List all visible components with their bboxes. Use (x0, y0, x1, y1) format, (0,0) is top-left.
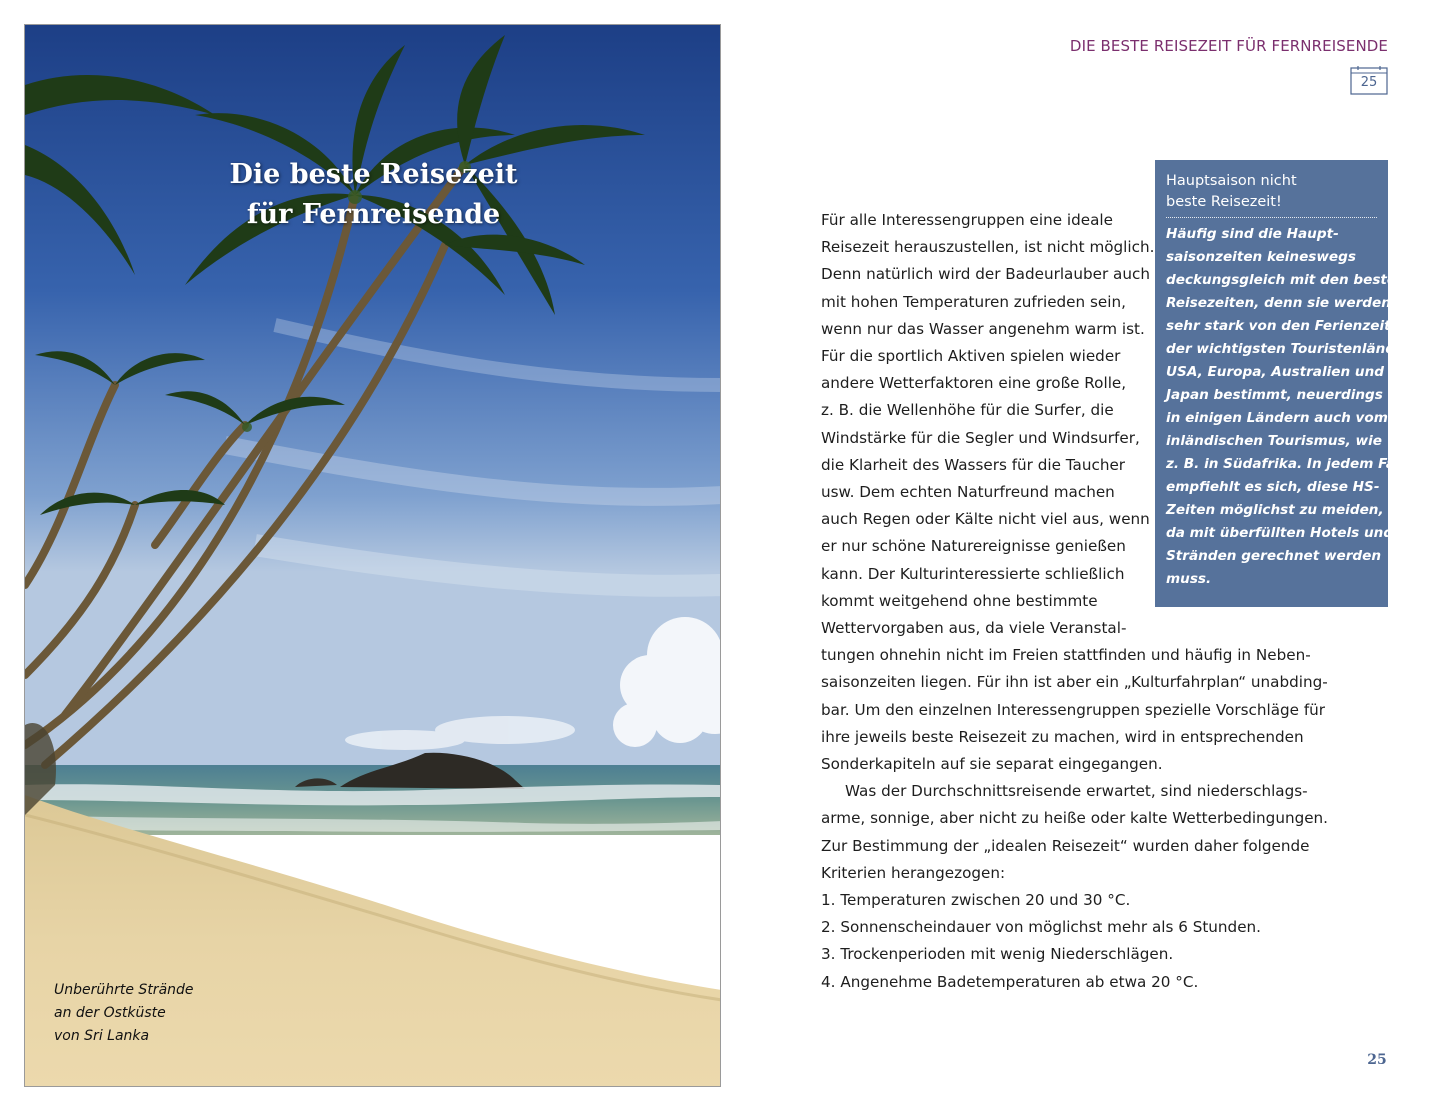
sidebar-line: USA, Europa, Australien und (1166, 364, 1385, 380)
running-header: DIE BESTE REISEZEIT FÜR FERNREISENDE (1069, 37, 1388, 55)
chapter-title-line-1: Die beste Reisezeit (229, 159, 518, 190)
body-line: wenn nur das Wasser angenehm warm ist. (821, 319, 1145, 338)
sidebar-line: Häufig sind die Haupt- (1166, 226, 1339, 242)
sidebar-line: Zeiten möglichst zu meiden, (1166, 502, 1384, 518)
criteria-item: 3. Trockenperioden mit wenig Niederschlägen. (821, 945, 1174, 964)
chapter-title (25, 155, 721, 235)
body-line: usw. Dem echten Naturfreund machen (821, 483, 1115, 502)
criteria-item: 2. Sonnenscheindauer von möglichst mehr als 6 Stunden. (821, 918, 1261, 937)
sidebar-line: deckungsgleich mit den besten (1166, 272, 1406, 288)
sidebar-line: inländischen Tourismus, wie (1166, 433, 1382, 449)
sidebar-line: sehr stark von den Ferienzeiten (1166, 318, 1410, 334)
sidebar-line: muss. (1166, 571, 1212, 587)
body-line: Kriterien herangezogen: (821, 863, 1006, 882)
sidebar-line: z. B. in Südafrika. In jedem Fall (1166, 456, 1405, 472)
criteria-item: 4. Angenehme Badetemperaturen ab etwa 20 °C. (821, 972, 1199, 991)
body-line: saisonzeiten liegen. Für ihn ist aber ein „Kulturfahrplan“ unabding- (821, 673, 1328, 692)
body-line: Wettervorgaben aus, da viele Veranstal- (821, 619, 1127, 638)
body-line: Für die sportlich Aktiven spielen wieder (821, 347, 1121, 366)
body-line: bar. Um den einzelnen Interessengruppen spezielle Vorschläge für (821, 700, 1326, 719)
sidebar-line: Reisezeiten, denn sie werden (1166, 295, 1391, 311)
body-line: auch Regen oder Kälte nicht viel aus, wenn (821, 510, 1150, 529)
page-number: 25 (1367, 1052, 1387, 1068)
info-sidebar-box (1155, 160, 1411, 607)
sidebar-line: Stränden gerechnet werden (1166, 548, 1382, 564)
caption-line-2: an der Ostküste (54, 1005, 166, 1021)
beach-photo (24, 24, 721, 1087)
sidebar-line: Japan bestimmt, neuerdings (1166, 387, 1383, 403)
body-line: z. B. die Wellenhöhe für die Surfer, die (821, 401, 1114, 420)
body-line: Denn natürlich wird der Badeurlauber auch (821, 265, 1150, 284)
sidebar-line: empfiehlt es sich, diese HS- (1166, 479, 1380, 495)
body-line: kann. Der Kulturinteressierte schließlich (821, 564, 1125, 583)
sidebar-heading (1166, 171, 1377, 218)
sidebar-heading-line: beste Reisezeit! (1166, 194, 1282, 210)
calendar-page-number: 25 (1360, 75, 1378, 90)
body-line: Für alle Interessengruppen eine ideale (821, 211, 1113, 229)
body-line: er nur schöne Naturereignisse genießen (821, 537, 1126, 556)
sidebar-heading-line: Hauptsaison nicht (1166, 173, 1297, 189)
body-line: Windstärke für die Segler und Windsurfer, (821, 428, 1140, 447)
body-line: tungen ohnehin nicht im Freien stattfinden und häufig in Neben- (821, 646, 1311, 665)
photo-caption (54, 979, 274, 1048)
sidebar-line: saisonzeiten keineswegs (1166, 249, 1356, 265)
sidebar-line: da mit überfüllten Hotels und (1166, 525, 1394, 541)
body-line: kommt weitgehend ohne bestimmte (821, 591, 1098, 610)
body-line: Zur Bestimmung der „idealen Reisezeit“ wurden daher folgende (821, 836, 1310, 855)
caption-line-1: Unberührte Strände (54, 982, 194, 998)
body-line: ihre jeweils beste Reisezeit zu machen, wird in entsprechenden (821, 727, 1304, 746)
sidebar-body (1166, 223, 1411, 591)
body-line: Was der Durchschnittsreisende erwartet, sind niederschlags- (845, 782, 1308, 801)
body-line: Reisezeit herauszustellen, ist nicht möglich. (821, 238, 1155, 257)
sidebar-line: in einigen Ländern auch vom (1166, 410, 1388, 426)
body-line: arme, sonnige, aber nicht zu heiße oder kalte Wetterbedingungen. (821, 809, 1329, 828)
body-line: die Klarheit des Wassers für die Taucher (821, 455, 1126, 474)
caption-line-3: von Sri Lanka (54, 1028, 150, 1044)
calendar-icon (1350, 65, 1388, 95)
sidebar-line: der wichtigsten Touristenländer (1166, 341, 1411, 357)
body-line: andere Wetterfaktoren eine große Rolle, (821, 374, 1127, 393)
body-line: Sonderkapiteln auf sie separat eingegangen. (821, 755, 1163, 774)
body-line: mit hohen Temperaturen zufrieden sein, (821, 292, 1126, 311)
criteria-item: 1. Temperaturen zwischen 20 und 30 °C. (821, 891, 1131, 910)
chapter-title-line-2: für Fernreisende (246, 199, 501, 230)
